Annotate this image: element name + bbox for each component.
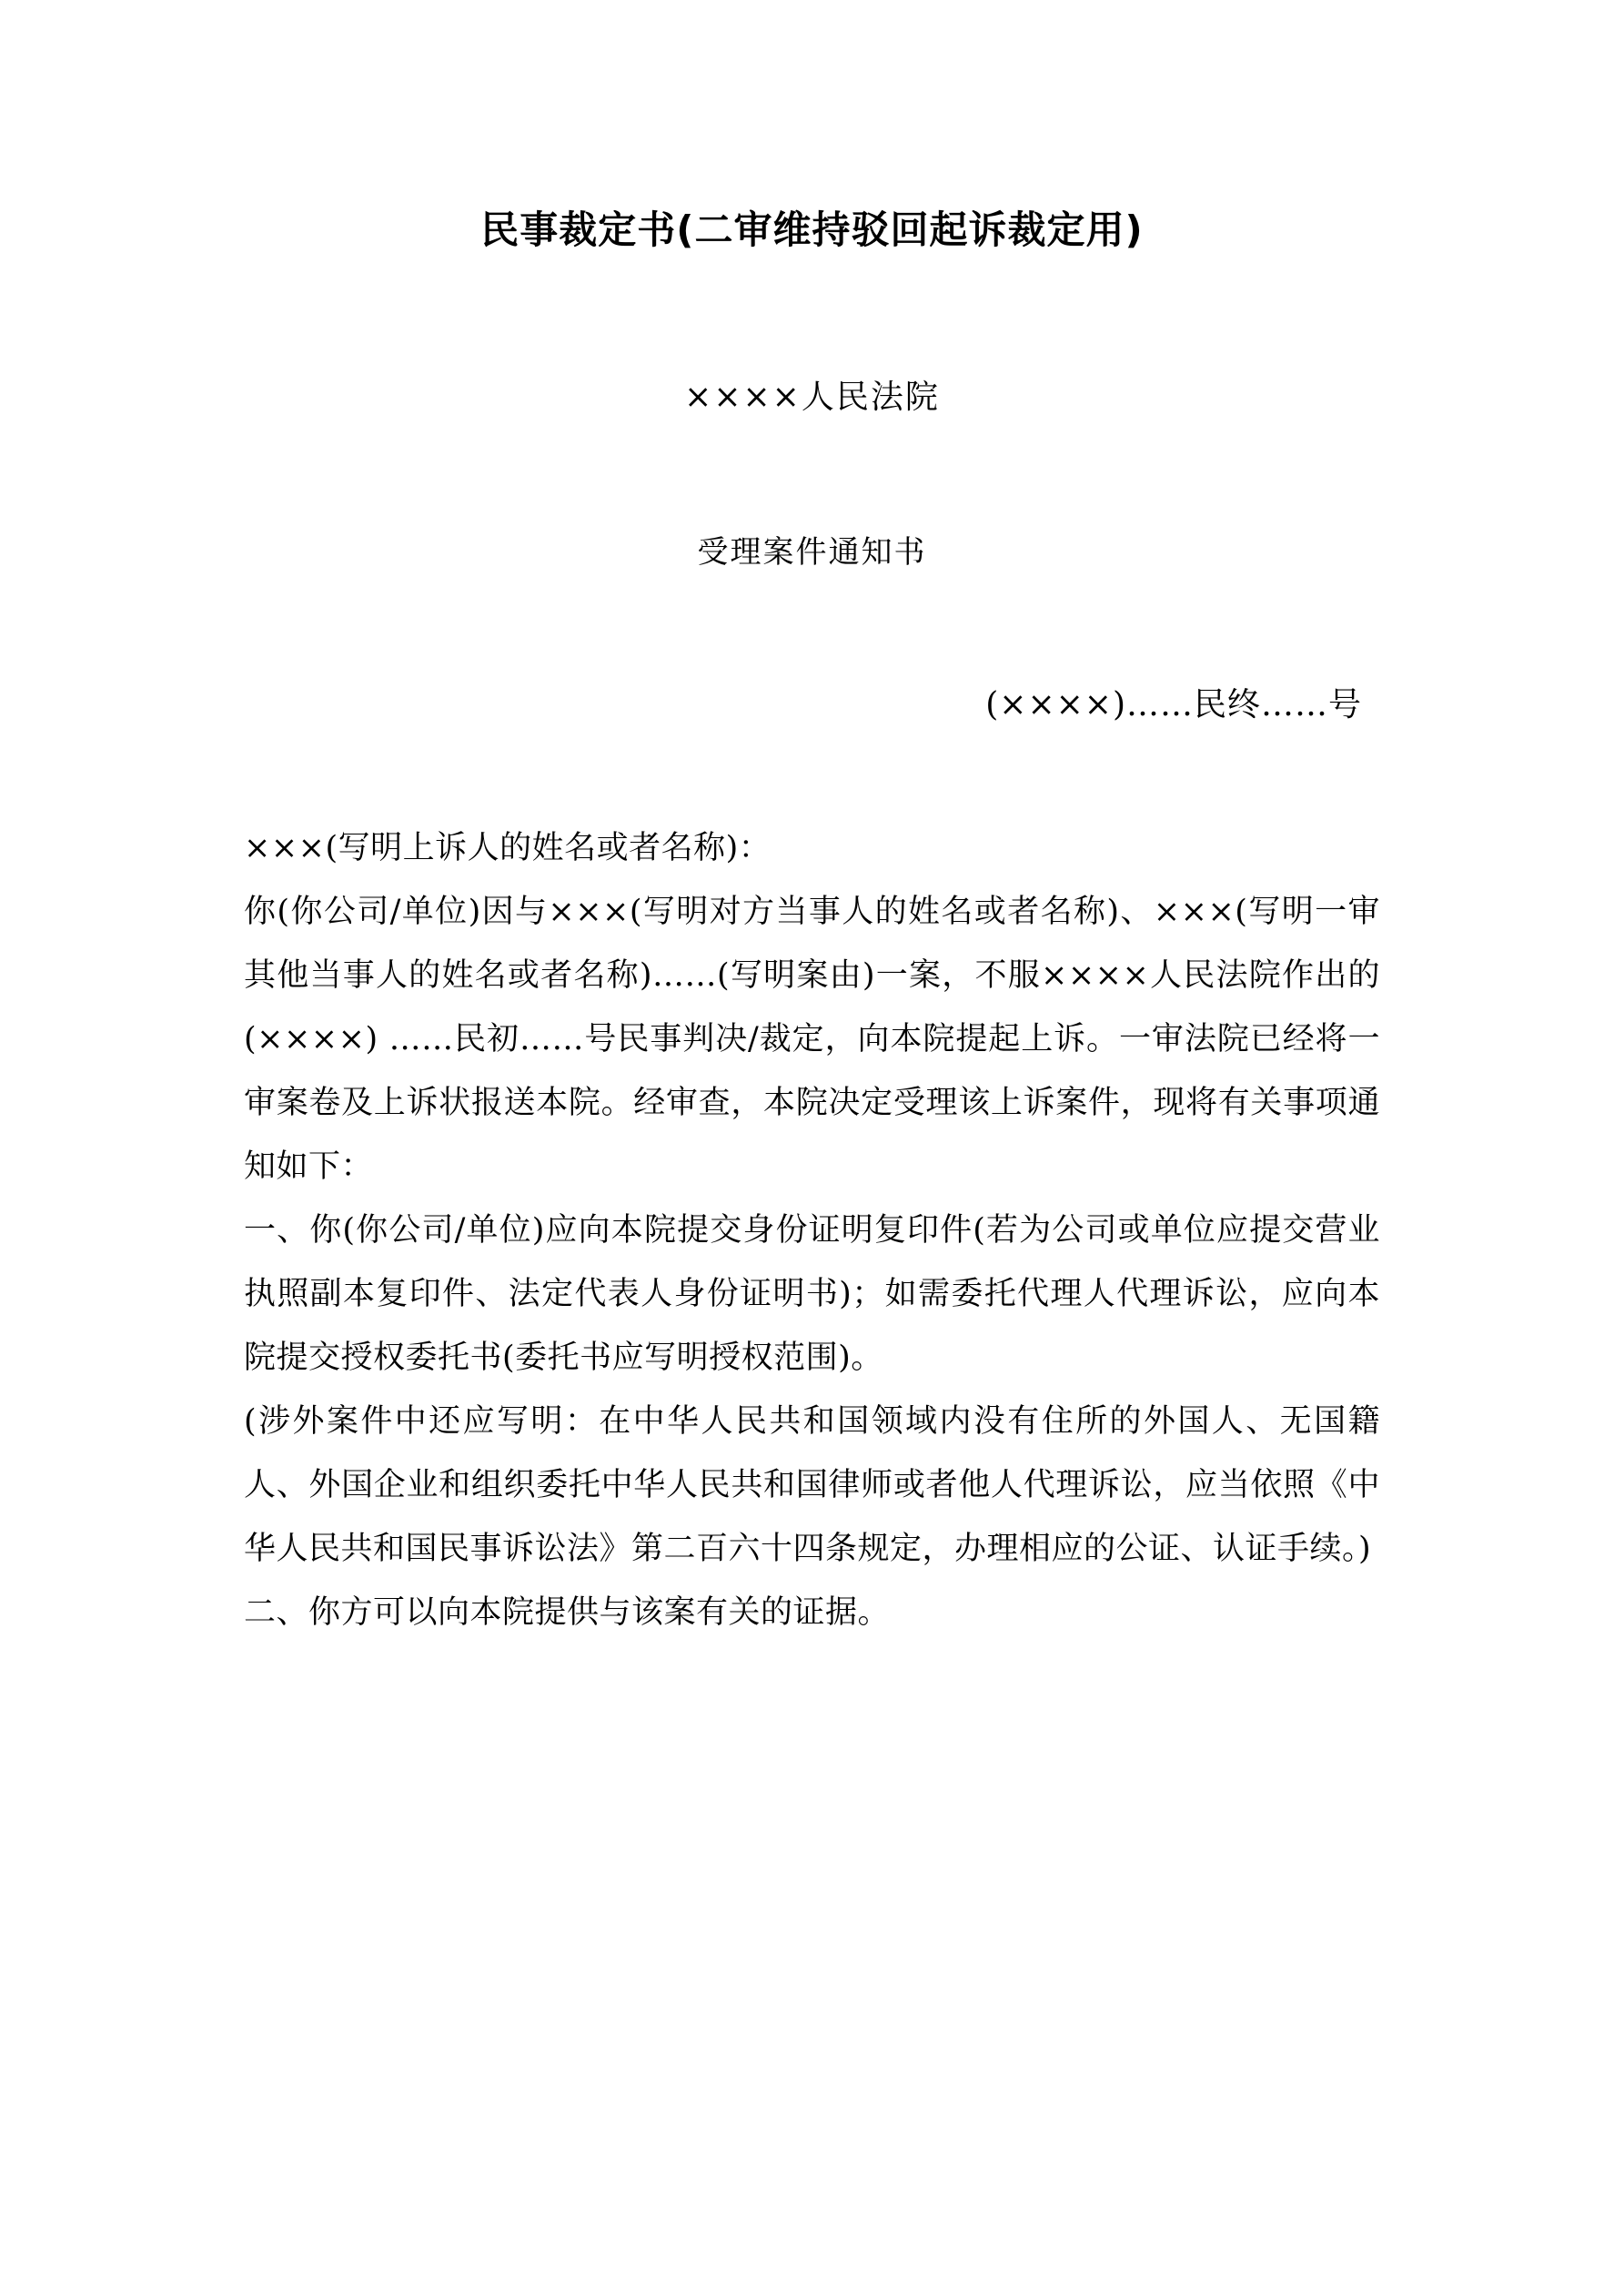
paragraph-case-summary: 你(你公司/单位)因与×××(写明对方当事人的姓名或者名称)、×××(写明一审其他当事人的姓名或者名称)……(写明案由)一案，不服××××人民法院作出的(××××) ……民初……号民事判决/裁定，向本院提起上诉。一审法院已经将一审案卷及上诉状报送本院。经审查，本院决定受理该上诉案件，现将有关事项通知如下： [244, 894, 1380, 1185]
paragraph-item-one: 一、你(你公司/单位)应向本院提交身份证明复印件(若为公司或单位应提交营业执照副本复印件、法定代表人身份证明书)；如需委托代理人代理诉讼，应向本院提交授权委托书(委托书应写明授权范围)。 [244, 1212, 1380, 1376]
court-name: ××××人民法院 [684, 379, 940, 416]
case-number: (××××)……民终……号 [985, 686, 1362, 723]
page-title: 民事裁定书(二审维持驳回起诉裁定用) [480, 207, 1144, 252]
paragraph-foreign-note: (涉外案件中还应写明：在中华人民共和国领域内没有住所的外国人、无国籍人、外国企业和组织委托中华人民共和国律师或者他人代理诉讼，应当依照《中华人民共和国民事诉讼法》第二百六十四条规定，办理相应的公证、认证手续。) [244, 1403, 1380, 1567]
notice-title: 受理案件通知书 [697, 534, 927, 571]
paragraph-item-two: 二、你方可以向本院提供与该案有关的证据。 [244, 1594, 891, 1631]
document-body [244, 725, 1380, 1644]
paragraph-addressee: ×××(写明上诉人的姓名或者名称)： [244, 830, 772, 866]
